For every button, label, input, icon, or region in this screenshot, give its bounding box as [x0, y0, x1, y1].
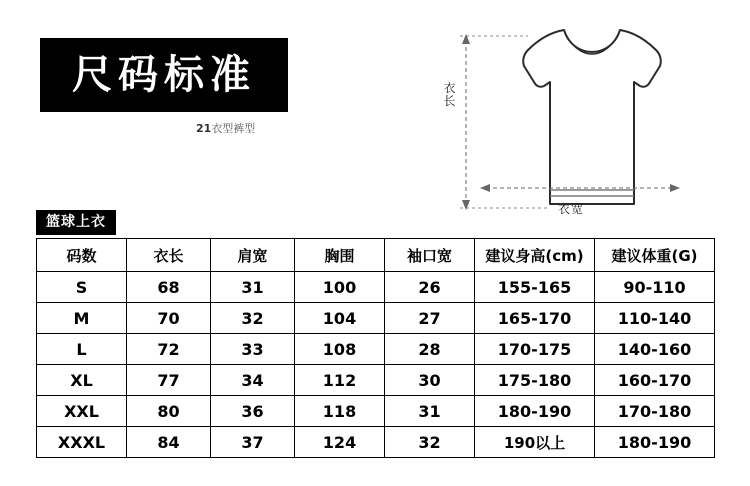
column-header-length: 衣长 [127, 239, 211, 272]
column-header-size: 码数 [37, 239, 127, 272]
size-table-container [36, 238, 714, 458]
cell-length: 84 [127, 427, 211, 458]
cell-cuff-width: 26 [385, 272, 475, 303]
table-row [37, 303, 715, 334]
cell-shoulder: 34 [211, 365, 295, 396]
cell-height: 190以上 [475, 427, 595, 458]
width-dimension-label: 衣宽 [558, 202, 585, 216]
cell-cuff-width: 31 [385, 396, 475, 427]
cell-weight: 140-160 [595, 334, 715, 365]
column-header-height: 建议身高(cm) [475, 239, 595, 272]
title-banner [40, 38, 288, 112]
table-row [37, 427, 715, 458]
cell-size: L [37, 334, 127, 365]
table-header-row [37, 239, 715, 272]
table-row [37, 334, 715, 365]
cell-height: 175-180 [475, 365, 595, 396]
cell-bust: 118 [295, 396, 385, 427]
cell-height: 155-165 [475, 272, 595, 303]
cell-shoulder: 36 [211, 396, 295, 427]
cell-size: XXL [37, 396, 127, 427]
cell-length: 80 [127, 396, 211, 427]
column-header-shoulder: 肩宽 [211, 239, 295, 272]
jersey-icon [440, 18, 720, 218]
subtitle-number: 21 [196, 122, 212, 135]
cell-size: XXXL [37, 427, 127, 458]
cell-length: 72 [127, 334, 211, 365]
size-table [36, 238, 715, 458]
cell-size: S [37, 272, 127, 303]
cell-length: 77 [127, 365, 211, 396]
cell-bust: 104 [295, 303, 385, 334]
subtitle [196, 120, 255, 136]
cell-size: M [37, 303, 127, 334]
cell-cuff-width: 28 [385, 334, 475, 365]
cell-shoulder: 31 [211, 272, 295, 303]
length-dimension-label: 衣长 [443, 81, 457, 108]
cell-shoulder: 32 [211, 303, 295, 334]
table-row [37, 272, 715, 303]
cell-weight: 110-140 [595, 303, 715, 334]
cell-weight: 170-180 [595, 396, 715, 427]
cell-bust: 108 [295, 334, 385, 365]
cell-length: 70 [127, 303, 211, 334]
section-tab-basketball-top: 篮球上衣 [36, 210, 116, 235]
cell-bust: 112 [295, 365, 385, 396]
cell-height: 165-170 [475, 303, 595, 334]
cell-height: 170-175 [475, 334, 595, 365]
cell-bust: 124 [295, 427, 385, 458]
table-row [37, 365, 715, 396]
page-title: 尺码标准 [72, 52, 256, 98]
cell-shoulder: 33 [211, 334, 295, 365]
cell-weight: 90-110 [595, 272, 715, 303]
cell-height: 180-190 [475, 396, 595, 427]
cell-length: 68 [127, 272, 211, 303]
cell-cuff-width: 30 [385, 365, 475, 396]
cell-cuff-width: 32 [385, 427, 475, 458]
garment-illustration [440, 18, 720, 218]
cell-bust: 100 [295, 272, 385, 303]
column-header-bust: 胸围 [295, 239, 385, 272]
cell-shoulder: 37 [211, 427, 295, 458]
cell-size: XL [37, 365, 127, 396]
cell-weight: 160-170 [595, 365, 715, 396]
subtitle-text: 衣型裤型 [211, 122, 256, 135]
cell-cuff-width: 27 [385, 303, 475, 334]
table-row [37, 396, 715, 427]
column-header-cuff-width: 袖口宽 [385, 239, 475, 272]
cell-weight: 180-190 [595, 427, 715, 458]
column-header-weight: 建议体重(G) [595, 239, 715, 272]
